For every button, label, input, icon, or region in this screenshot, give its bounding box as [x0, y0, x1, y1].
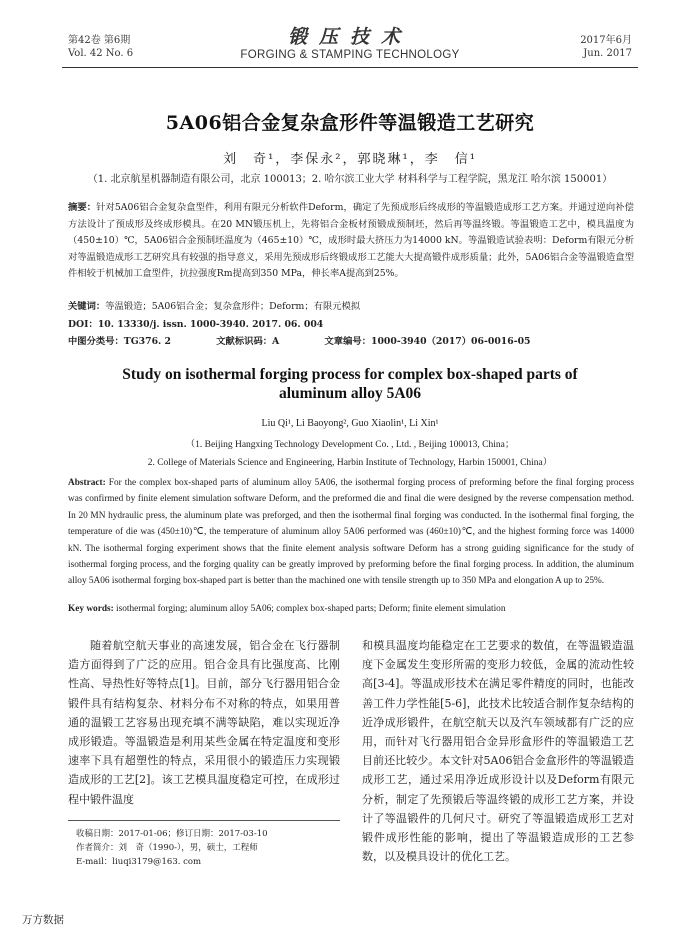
date-cn: 2017年6月 — [580, 35, 632, 46]
affiliation-en-2: 2. College of Materials Science and Engineering, Harbin Institute of Technology, Harbin 150001, China） — [147, 458, 553, 468]
abstract-en-label: Abstract — [68, 478, 103, 488]
document-code: 文献标识码：A — [216, 336, 280, 347]
article-number: 文章编号：1000-3940（2017）06-0016-05 — [324, 336, 531, 347]
authors-cn: 刘 奇¹，李保永²，郭晓琳¹，李 信¹ — [223, 152, 477, 167]
keywords-en: Key words: isothermal forging; aluminum alloy 5A06; complex box-shaped parts; Deform; finite element simulation — [68, 604, 506, 614]
keywords-cn — [68, 298, 634, 312]
classification-line — [68, 333, 573, 347]
volume-en: Vol. 42 No. 6 — [68, 48, 134, 59]
doi-line — [68, 316, 323, 330]
header-date — [580, 34, 632, 60]
journal-title-cn: 锻压技术 — [287, 26, 412, 48]
body-column-right: 和模具温度均能稳定在工艺要求的数值，在等温锻造温度下金属发生变形所需的变形力较低，金属的流动性较高[3-4]。等温成形技术在满足零件精度的同时，也能改善工件力学性能[5-6]，此技术比较适合制作复杂结构的近净成形锻件，在航空航天以及汽车领域都有广泛的应用，而针对飞行器用铝合金异形盒形件的等温锻造工艺目前还比较少。本文针对5A06铝合金盒形件的等温锻造成形工艺，通过采用净近成形设计以及Deform有限元分析，制定了先预锻后等温终锻的成形工艺方案，并设计了等温锻件的几何尺寸。研究了等温锻造成形工艺对锻件成形性能的影响，提出了等温锻造成形的工艺参数，以及模具设计的优化工艺。 — [362, 639, 634, 864]
abstract-en-text: For the complex box-shaped parts of aluminum alloy 5A06, the isothermal forging process of preforming before the final forging process was confirmed by finite element simulation software Deform, and the preformed die and final die were designed by the reverse compensation method. In 20 MN hydraulic press, the aluminum plate was preforged, and then the isothermal final forging was conducted. In the isothermal final forging, the temperature of die was (450±10)℃, the temperature of aluminum alloy 5A06 performed was (460±10)℃, and the highest forming force was 14000 kN. The isothermal forging experiment shows that the finite element analysis software Deform has a strong guiding significance for the study of isothermal forging process, and the forging quality can be greatly improved by preforming before the final forging process. In addition, the aluminum alloy 5A06 isothermal forging box-shaped part is better than the machined one with tensile strength up to 350 MPa and elongation A up to 25%. — [68, 478, 634, 587]
keywords-cn-label: 关键词： — [68, 301, 106, 312]
journal-title-en: FORGING & STAMPING TECHNOLOGY — [240, 49, 460, 61]
authors-en: Liu Qi¹, Li Baoyong², Guo Xiaolin¹, Li Xin¹ — [261, 418, 439, 429]
abstract-cn — [68, 200, 634, 283]
doi-label: DOI： — [68, 319, 98, 330]
keywords-cn-text: 等温锻造；5A06铝合金；复杂盒形件；Deform；有限元模拟 — [105, 301, 361, 312]
affiliation-en — [60, 436, 640, 472]
footnote-author: 作者简介：刘 奇（1990-），男，硕士，工程师 — [76, 843, 258, 853]
footnote — [76, 827, 340, 869]
volume-cn: 第42卷 第6期 — [68, 35, 131, 46]
class-number: 中图分类号：TG376. 2 — [68, 336, 171, 347]
body-column-left: 随着航空航天事业的高速发展，铝合金在飞行器制造方面得到了广泛的应用。铝合金具有比强度高、比刚性高、导热性好等特点[1]。目前，部分飞行器用铝合金锻件具有结构复杂、材料分布不对称的特点，如果用普通的温锻工艺容易出现充填不满等缺陷，难以实现近净成形锻造。等温锻造是利用某些金属在特定温度和变形速率下具有超塑性的特点，采用很小的锻造压力实现锻造成形的工艺[2]。该工艺模具温度稳定可控，在成形过程中锻件温度 — [68, 639, 340, 806]
footnote-email[interactable]: E-mail：liuqi3179@163. com — [76, 857, 202, 867]
paper-title-en: Study on isothermal forging process for complex box-shaped parts of aluminum alloy 5A06 — [122, 366, 578, 402]
journal-masthead — [200, 26, 500, 62]
keywords-en-text: isothermal forging; aluminum alloy 5A06; complex box-shaped parts; Deform; finite element simulation — [116, 604, 506, 614]
header-divider — [62, 67, 638, 68]
doi-value[interactable]: 10. 13330/j. issn. 1000-3940. 2017. 06. 004 — [97, 319, 324, 330]
date-en: Jun. 2017 — [583, 48, 632, 59]
keywords-en-label: Key words — [68, 604, 111, 614]
abstract-cn-text: 针对5A06铝合金复杂盒型件，利用有限元分析软件Deform，确定了先预成形后终成形的等温锻造成形工艺方案。并通过逆向补偿方法设计了预成形及终成形模具。在20 MN锻压机上，先将铝合金板材预锻成预制坯，然后再等温终锻。等温锻造工艺中，模具温度为（450±10）℃，5A06铝合金预制坯温度为（465±10）℃，成形时最大挤压力为14000 kN。等温锻造试验表明：Deform有限元分析对等温锻造成形工艺研究具有较强的指导意义，采用先预成形后终锻成形工艺能大大提高锻件成形质量；此外，5A06铝合金等温锻造盒型件相较于机械加工盒型件，抗拉强度Rm提高到350 MPa，伸长率A提高到25%。 — [68, 202, 634, 280]
abstract-cn-label: 摘要： — [68, 202, 97, 213]
affiliation-cn: （1. 北京航星机器制造有限公司，北京 100013；2. 哈尔滨工业大学 材料科学与工程学院，黑龙江 哈尔滨 150001） — [87, 174, 613, 185]
paper-title-cn: 5A06铝合金复杂盒形件等温锻造工艺研究 — [165, 112, 535, 134]
header-volume — [68, 34, 133, 60]
abstract-en: Abstract: For the complex box-shaped parts of aluminum alloy 5A06, the isothermal forging process of preforming before the final forging process was confirmed by finite element simulation software Deform, and the preformed die and final die were designed by the reverse compensation method. In 20 MN hydraulic press, the aluminum plate was preforged, and then the isothermal final forging was conducted. In the isothermal final forging, the temperature of die was (450±10)℃, the temperature of aluminum alloy 5A06 performed was (460±10)℃, and the highest forming force was 14000 kN. The isothermal forging experiment shows that the finite element analysis software Deform has a strong guiding significance for the study of isothermal forging process, and the forging quality can be greatly improved by preforming before the final forging process. In addition, the aluminum alloy 5A06 isothermal forging box-shaped part is better than the machined one with tensile strength up to 350 MPa and elongation A up to 25%. — [68, 478, 634, 587]
footnote-divider — [68, 820, 340, 821]
footnote-dates: 收稿日期：2017-01-06；修订日期：2017-03-10 — [76, 829, 268, 839]
footer-watermark: 万方数据 — [22, 914, 64, 926]
affiliation-en-1: （1. Beijing Hangxing Technology Development Co. , Ltd. , Beijing 100013, China； — [185, 440, 515, 450]
